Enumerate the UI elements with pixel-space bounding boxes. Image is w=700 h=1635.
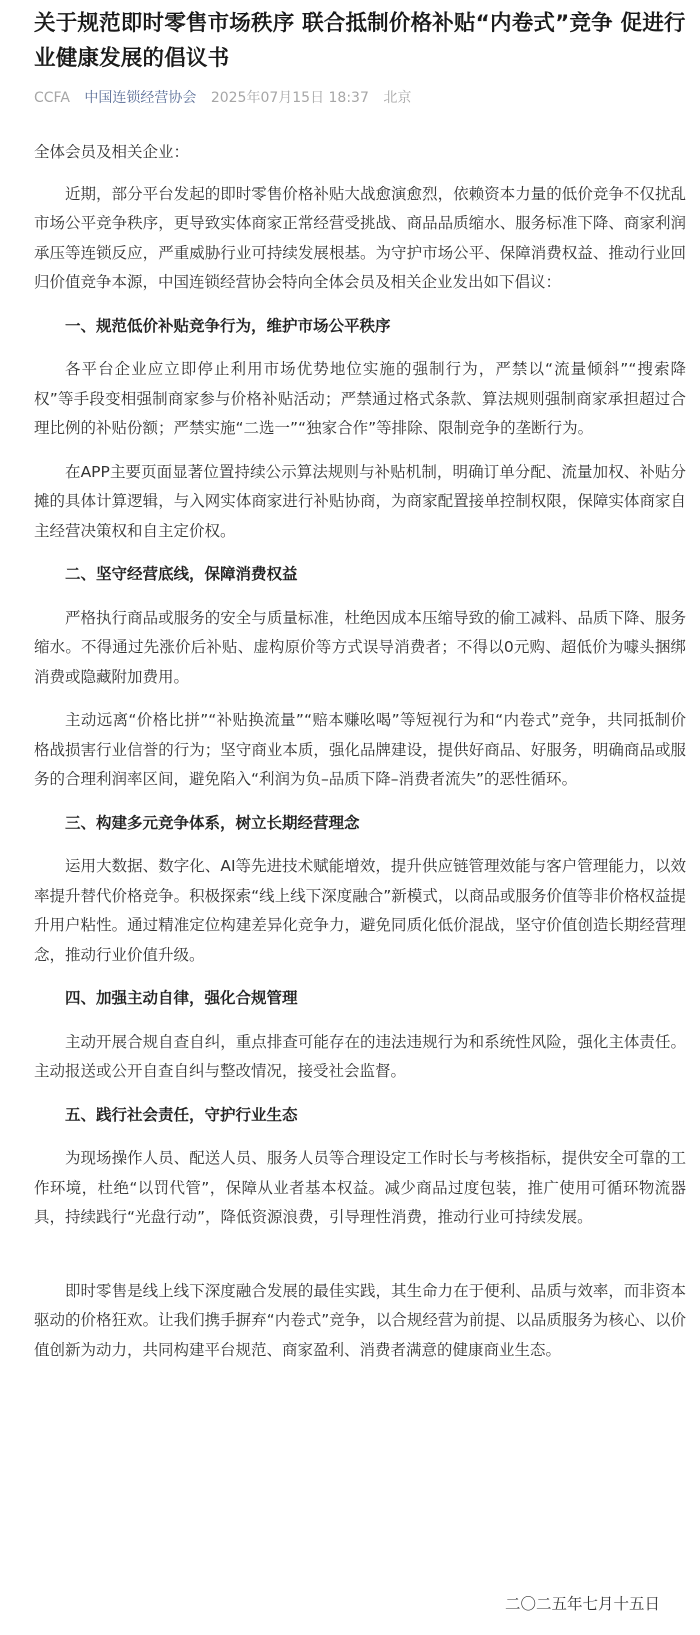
section-1-heading: 一、规范低价补贴竞争行为，维护市场公平秩序: [65, 316, 391, 335]
article-meta: [34, 86, 686, 110]
section-2-heading: 二、坚守经营底线，保障消费权益: [65, 565, 298, 583]
section-4-paragraph-1: 主动开展合规自查自纠，重点排查可能存在的违法违规行为和系统性风险，强化主体责任。主动报送或公开自查自纠与整改情况，接受社会监督。: [34, 1032, 686, 1080]
closing-paragraph: 即时零售是线上线下深度融合发展的最佳实践，其生命力在于便利、品质与效率，而非资本驱动的价格狂欢。让我们携手摒弃“内卷式”竞争，以合规经营为前提、以品质服务为核心、以价值创新为动力，共同构建平台规范、商家盈利、消费者满意的健康商业生态。: [34, 1281, 686, 1359]
section-5-heading: 五、践行社会责任，守护行业生态: [65, 1105, 298, 1124]
section-1-paragraph-1: 各平台企业应立即停止利用市场优势地位实施的强制行为，严禁以“流量倾斜”“搜索降权”等手段变相强制商家参与价格补贴活动；严禁通过格式条款、算法规则强制商家承担超过合理比例的补贴份额；严禁实施“二选一”“独家合作”等排除、限制竞争的垄断行为。: [34, 360, 686, 437]
section-3-paragraph-1: 运用大数据、数字化、AI等先进技术赋能增效，提升供应链管理效能与客户管理能力，以效率提升替代价格竞争。积极探索“线上线下深度融合”新模式，以商品或服务价值等非价格权益提升用户粘性。通过精准定位构建差异化竞争力，避免同质化低价混战，坚守价值创造长期经营理念，推动行业价值升级。: [34, 857, 686, 964]
section-1-paragraph-2: 在APP主要页面显著位置持续公示算法规则与补贴机制，明确订单分配、流量加权、补贴分摊的具体计算逻辑，与入网实体商家进行补贴协商，为商家配置接单控制权限，保障实体商家自主经营决策权和自主定价权。: [34, 462, 686, 540]
section-4-heading: 四、加强主动自律，强化合规管理: [65, 989, 298, 1007]
sign-date: 二〇二五年七月十五日: [504, 1595, 660, 1613]
intro-paragraph: 近期，部分平台发起的即时零售价格补贴大战愈演愈烈，依赖资本力量的低价竞争不仅扰乱市场公平竞争秩序，更导致实体商家正常经营受挑战、商品品质缩水、服务标准下降、商家利润承压等连锁反应，严重威胁行业可持续发展根基。为守护市场公平、保障消费权益、推动行业回归价值竞争本源，中国连锁经营协会特向全体会员及相关企业发出如下倡议：: [34, 184, 686, 291]
publish-location: 北京: [383, 90, 412, 106]
section-2-paragraph-2: 主动远离“价格比拼”“补贴换流量”“赔本赚吆喝”等短视行为和“内卷式”竞争，共同抵制价格战损害行业信誉的行为；坚守商业本质，强化品牌建设，提供好商品、好服务，明确商品或服务的合理利润率区间，避免陷入“利润为负–品质下降–消费者流失”的恶性循环。: [34, 711, 686, 788]
section-2-paragraph-1: 严格执行商品或服务的安全与质量标准，杜绝因成本压缩导致的偷工减料、品质下降、服务缩水。不得通过先涨价后补贴、虚构原价等方式误导消费者；不得以0元购、超低价为噱头捆绑消费或隐藏附加费用。: [34, 608, 686, 686]
article-body: [34, 138, 686, 1365]
publisher-link[interactable]: 中国连锁经营协会: [84, 90, 197, 106]
salutation: 全体会员及相关企业：: [34, 143, 190, 161]
source-label: CCFA: [34, 90, 70, 106]
section-5-paragraph-1: 为现场操作人员、配送人员、服务人员等合理设定工作时长与考核指标，提供安全可靠的工作环境，杜绝“以罚代管”，保障从业者基本权益。减少商品过度包装，推广使用可循环物流器具，持续践行“光盘行动”，降低资源浪费，引导理性消费，推动行业可持续发展。: [34, 1149, 686, 1226]
section-3-heading: 三、构建多元竞争体系，树立长期经营理念: [65, 813, 360, 832]
publish-datetime: 2025年07月15日 18:37: [210, 90, 369, 106]
article-title: 关于规范即时零售市场秩序 联合抵制价格补贴“内卷式”竞争 促进行业健康发展的倡议书: [34, 11, 686, 71]
